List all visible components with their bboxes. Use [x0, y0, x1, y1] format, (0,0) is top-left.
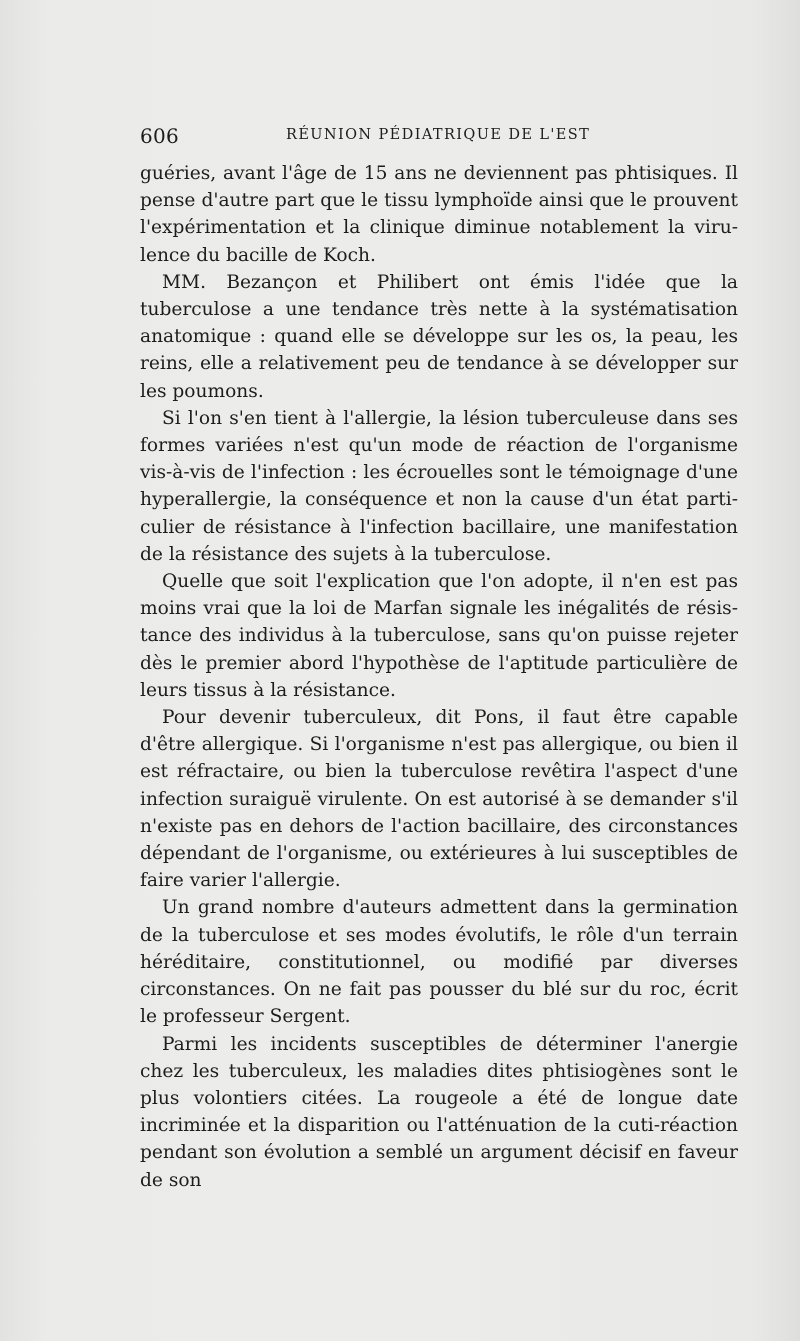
- paragraph: Parmi les incidents susceptibles de déterminer l'anergie chez les tuberculeux, les maladies dites phtisiogènes sont le plus volontiers citées. La rougeole a été de longue date incriminée et la disparition ou l'atténuation de la cuti-réaction pendant son évolution a semblé un argument décisif en faveur de son: [140, 1033, 738, 1191]
- paragraph: MM. Bezançon et Philibert ont émis l'idée que la tuberculose a une tendance très nette à la systématisation anatomique : quand elle se développe sur les os, la peau, les reins, elle a relativement peu de tendance à se développer sur les poumons.: [140, 271, 738, 402]
- paragraph: Un grand nombre d'auteurs admettent dans la germination de la tuberculose et ses modes évolutifs, le rôle d'un terrain héréditaire, constitutionnel, ou modifié par diverses circonstances. On ne fait pas pousser du blé sur du roc, écrit le professeur Sergent.: [140, 897, 738, 1028]
- paragraph: guéries, avant l'âge de 15 ans ne deviennent pas phtisiques. Il pense d'autre part que le tissu lymphoïde ainsi que le prouvent l'expérimentation et la clinique diminue notablement la virulence du bacille de Koch.: [140, 163, 738, 266]
- paragraph: Pour devenir tuberculeux, dit Pons, il faut être capable d'être allergique. Si l'organisme n'est pas allergique, ou bien il est réfractaire, ou bien la tuberculose revêtira l'aspect d'une infection suraiguë virulente. On est autorisé à se demander s'il n'existe pas en dehors de l'action bacillaire, des circonstances dépendant de l'organisme, ou extérieures à lui susceptibles de faire varier l'allergie.: [140, 707, 738, 892]
- paragraph: Quelle que soit l'explication que l'on adopte, il n'en est pas moins vrai que la loi de Marfan signale les inégalités de résistance des individus à la tuberculose, sans qu'on puisse rejeter dès le premier abord l'hypothèse de l'aptitude particulière de leurs tissus à la résistance.: [140, 571, 738, 701]
- page-number: 606: [140, 124, 180, 148]
- page-header: [140, 124, 740, 152]
- paragraph: Si l'on s'en tient à l'allergie, la lésion tuberculeuse dans ses formes variées n'est qu'un mode de réaction de l'organisme vis-à-vis de l'infection : les écrouelles sont le témoignage d'une hyperallergie, la conséquence et non la cause d'un état particulier de résistance à l'infection bacillaire, une manifestation de la résistance des sujets à la tuberculose.: [140, 407, 738, 565]
- running-title: RÉUNION PÉDIATRIQUE DE L'EST: [286, 127, 591, 143]
- body-text: [140, 160, 738, 1194]
